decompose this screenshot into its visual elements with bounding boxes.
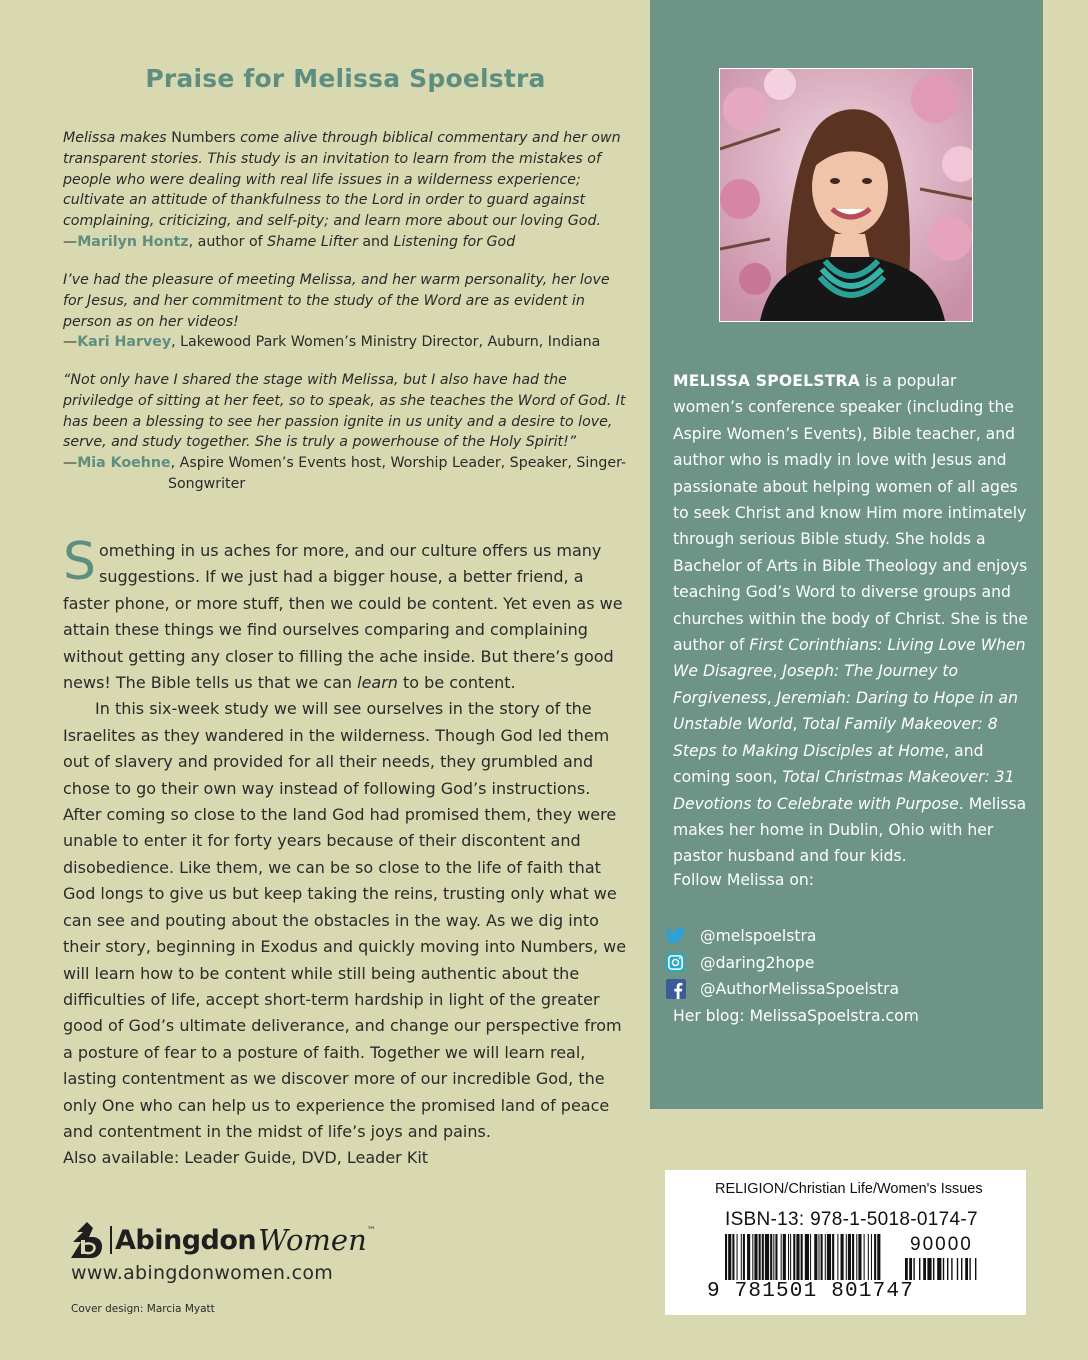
barcode-bar bbox=[781, 1234, 782, 1280]
barcode-bar bbox=[868, 1234, 869, 1280]
abingdon-women-logo bbox=[69, 1218, 376, 1262]
quote-author-name: Marilyn Hontz bbox=[77, 233, 189, 250]
barcode-bar bbox=[747, 1234, 750, 1280]
barcode-bar bbox=[905, 1258, 908, 1280]
barcode-bar bbox=[728, 1234, 731, 1280]
logo-text-abingdon: Abingdon bbox=[115, 1224, 257, 1256]
description-paragraph-2: In this six-week study we will see ourselves in the story of the Israelites as they wandered in the wilderness. Though God led them out of slavery and provided for all their needs, they grumbled and chose to go their own way instead of following God’s instructions. After coming so close to the land God had promised them, they were unable to enter it for forty years because of their discontent and disobedience. Like them, we can be so close to the life of faith that God longs to give us but keep taking the reins, trusting only what we can see and pouting about the obstacles in the way. As we dig into their story, beginning in Exodus and quickly moving into Numbers, we will learn how to be content while still being authentic about the difficulties of life, accept short-term hardship in light of the greater good of God’s ultimate deliverance, and change our perspective from a posture of fear to a posture of faith. Together we will learn real, lasting contentment as we discover more of our incredible God, the only One who can help us to experience the promised land of peace and contentment in the midst of life’s joys and pains. bbox=[63, 699, 627, 1141]
barcode-bar bbox=[810, 1234, 811, 1280]
barcode-bar bbox=[825, 1234, 826, 1280]
barcode-bar bbox=[818, 1234, 819, 1280]
barcode-bar bbox=[765, 1234, 769, 1280]
quote-text: Melissa makes Numbers come alive through biblical commentary and her own transparent stories. This study is an invitation to learn from the mistakes of people who were dealing with real life issues in a wilderness experience; cultivate an attitude of thankfulness to the Lord in order to guard against complaining, criticizing, and self-pity; and learn more about our loving God. bbox=[63, 130, 621, 230]
book-description bbox=[63, 532, 628, 1145]
description-paragraph-1: Something in us aches for more, and our culture offers us many suggestions. If we just had a bigger house, a better friend, a faster phone, or more stuff, then we could be content. Yet even as we attain these things we find ourselves comparing and complaining without getting any closer to filling the ache inside. But there’s good news! The Bible tells us that we can learn to be content. bbox=[63, 532, 623, 693]
barcode-bar bbox=[775, 1234, 777, 1280]
barcode-bar bbox=[773, 1234, 774, 1280]
barcode-bar bbox=[752, 1234, 753, 1280]
addon-barcode bbox=[905, 1258, 989, 1298]
quote-author-name: Mia Koehne bbox=[77, 455, 171, 472]
barcode-bar bbox=[961, 1258, 962, 1280]
barcode-bar bbox=[871, 1234, 872, 1280]
praise-quote-1 bbox=[63, 128, 628, 253]
author-portrait-illustration bbox=[720, 69, 972, 321]
follow-heading: Follow Melissa on: bbox=[673, 871, 815, 889]
barcode-bar bbox=[947, 1258, 948, 1280]
barcode-bar bbox=[725, 1234, 727, 1280]
author-bio: MELISSA SPOELSTRA is a popular women’s conference speaker (including the Aspire Women’s Events), Bible teacher, and author who is madly in love with Jesus and passionate about helping women of all ages to seek Christ and know Him more intimately through serious Bible study. She holds a Bachelor of Arts in Bible Theology and enjoys teaching God’s Word to diverse groups and churches within the body of Christ. She is the author of First Corinthians: Living Love When We Disagree, Joseph: The Journey to Forgiveness, Jeremiah: Daring to Hope in an Unstable World, Total Family Makeover: 8 Steps to Making Disciples at Home, and coming soon, Total Christmas Makeover: 31 Devotions to Celebrate with Purpose. Melissa makes her home in Dublin, Ohio with her pastor husband and four kids. bbox=[673, 372, 1028, 866]
quote-attribution: —Kari Harvey, Lakewood Park Women’s Ministry Director, Auburn, Indiana bbox=[63, 334, 601, 351]
author-photo bbox=[719, 68, 973, 322]
praise-quote-3 bbox=[63, 370, 628, 495]
barcode-bar bbox=[913, 1258, 914, 1280]
barcode-bar bbox=[832, 1234, 834, 1280]
bisac-category: RELIGION/Christian Life/Women's Issues bbox=[715, 1181, 983, 1197]
barcode-bar bbox=[927, 1258, 931, 1280]
also-available: Also available: Leader Guide, DVD, Leader Kit bbox=[63, 1148, 429, 1167]
quote-attribution: —Marilyn Hontz, author of Shame Lifter and Listening for God bbox=[63, 233, 516, 250]
barcode-bar bbox=[796, 1234, 799, 1280]
barcode-bar bbox=[788, 1234, 789, 1280]
barcode-bar bbox=[805, 1234, 809, 1280]
author-panel bbox=[650, 0, 1043, 1109]
blog-text: Her blog: MelissaSpoelstra.com bbox=[673, 1006, 919, 1025]
barcode-bar bbox=[743, 1234, 745, 1280]
blog-link[interactable] bbox=[665, 1003, 919, 1030]
barcode-bar bbox=[793, 1234, 795, 1280]
isbn-number: ISBN-13: 978-1-5018-0174-7 bbox=[725, 1209, 978, 1230]
price-code: 90000 bbox=[910, 1234, 973, 1255]
barcode-bar bbox=[874, 1234, 876, 1280]
barcode-label bbox=[665, 1170, 1026, 1315]
twitter-link[interactable] bbox=[665, 923, 919, 950]
barcode-bar bbox=[837, 1234, 838, 1280]
instagram-icon bbox=[665, 952, 686, 973]
barcode-bar bbox=[732, 1234, 734, 1280]
abingdon-logo-mark-icon bbox=[69, 1220, 103, 1260]
twitter-icon bbox=[665, 926, 686, 947]
barcode-bar bbox=[877, 1234, 880, 1280]
barcode-bar bbox=[759, 1234, 761, 1280]
barcode-bar bbox=[969, 1258, 970, 1280]
twitter-handle: @melspoelstra bbox=[700, 927, 817, 945]
barcode-bar bbox=[957, 1258, 958, 1280]
barcode-bar bbox=[783, 1234, 786, 1280]
instagram-link[interactable] bbox=[665, 950, 919, 977]
barcode-bar bbox=[762, 1234, 764, 1280]
barcode-bar bbox=[951, 1258, 952, 1280]
praise-quote-2 bbox=[63, 270, 628, 353]
barcode-bar bbox=[965, 1258, 968, 1280]
barcode-bar bbox=[975, 1258, 976, 1280]
instagram-handle: @daring2hope bbox=[700, 953, 815, 972]
barcode-bar bbox=[943, 1258, 944, 1280]
cover-credit: Cover design: Marcia Myatt bbox=[71, 1303, 215, 1315]
barcode-bar bbox=[933, 1258, 934, 1280]
barcode-bar bbox=[858, 1234, 861, 1280]
barcode-bar bbox=[937, 1258, 941, 1280]
barcode-bar bbox=[919, 1258, 920, 1280]
quote-text: I’ve had the pleasure of meeting Melissa, and her warm personality, her love for Jesus, and her commitment to the study of the Word are as evident in person as on her videos! bbox=[63, 272, 610, 330]
barcode-bar bbox=[741, 1234, 742, 1280]
barcode-bar bbox=[864, 1234, 865, 1280]
logo-text-women: Women bbox=[258, 1223, 367, 1257]
barcode-bar bbox=[841, 1234, 844, 1280]
facebook-link[interactable] bbox=[665, 976, 919, 1003]
author-name: MELISSA SPOELSTRA bbox=[673, 372, 861, 390]
barcode-bar bbox=[814, 1234, 817, 1280]
barcode-bar bbox=[848, 1234, 851, 1280]
barcode-bar bbox=[856, 1234, 857, 1280]
quote-attribution: —Mia Koehne, Aspire Women’s Events host, Worship Leader, Speaker, Singer- Songwriter bbox=[63, 455, 627, 492]
barcode-bar bbox=[801, 1234, 803, 1280]
barcode-digits: 9 781501 801747 bbox=[707, 1280, 915, 1303]
logo-divider bbox=[110, 1226, 112, 1254]
social-links bbox=[665, 923, 919, 1029]
facebook-icon bbox=[665, 979, 686, 1000]
drop-cap: S bbox=[63, 532, 97, 592]
barcode-bar bbox=[770, 1234, 772, 1280]
trademark: ™ bbox=[366, 1226, 376, 1236]
barcode-bar bbox=[846, 1234, 847, 1280]
barcode-bar bbox=[852, 1234, 854, 1280]
barcode-bar bbox=[737, 1234, 738, 1280]
publisher-url: www.abingdonwomen.com bbox=[71, 1262, 334, 1284]
facebook-handle: @AuthorMelissaSpoelstra bbox=[700, 980, 900, 999]
barcode-bar bbox=[790, 1234, 791, 1280]
barcode-bar bbox=[821, 1234, 823, 1280]
praise-heading: Praise for Melissa Spoelstra bbox=[145, 64, 546, 93]
quote-text: “Not only have I shared the stage with Melissa, but I also have had the priviledge of sitting at her feet, so to speak, as she teaches the Word of God. It has been a blessing to see her passion ignite in us unity and a desire to love, serve, and study together. She is truly a powerhouse of the Holy Spirit!” bbox=[63, 372, 626, 451]
barcode-bar bbox=[827, 1234, 831, 1280]
barcode-bar bbox=[909, 1258, 912, 1280]
barcode-bar bbox=[754, 1234, 757, 1280]
barcode-bar bbox=[923, 1258, 926, 1280]
quote-author-name: Kari Harvey bbox=[77, 334, 172, 351]
